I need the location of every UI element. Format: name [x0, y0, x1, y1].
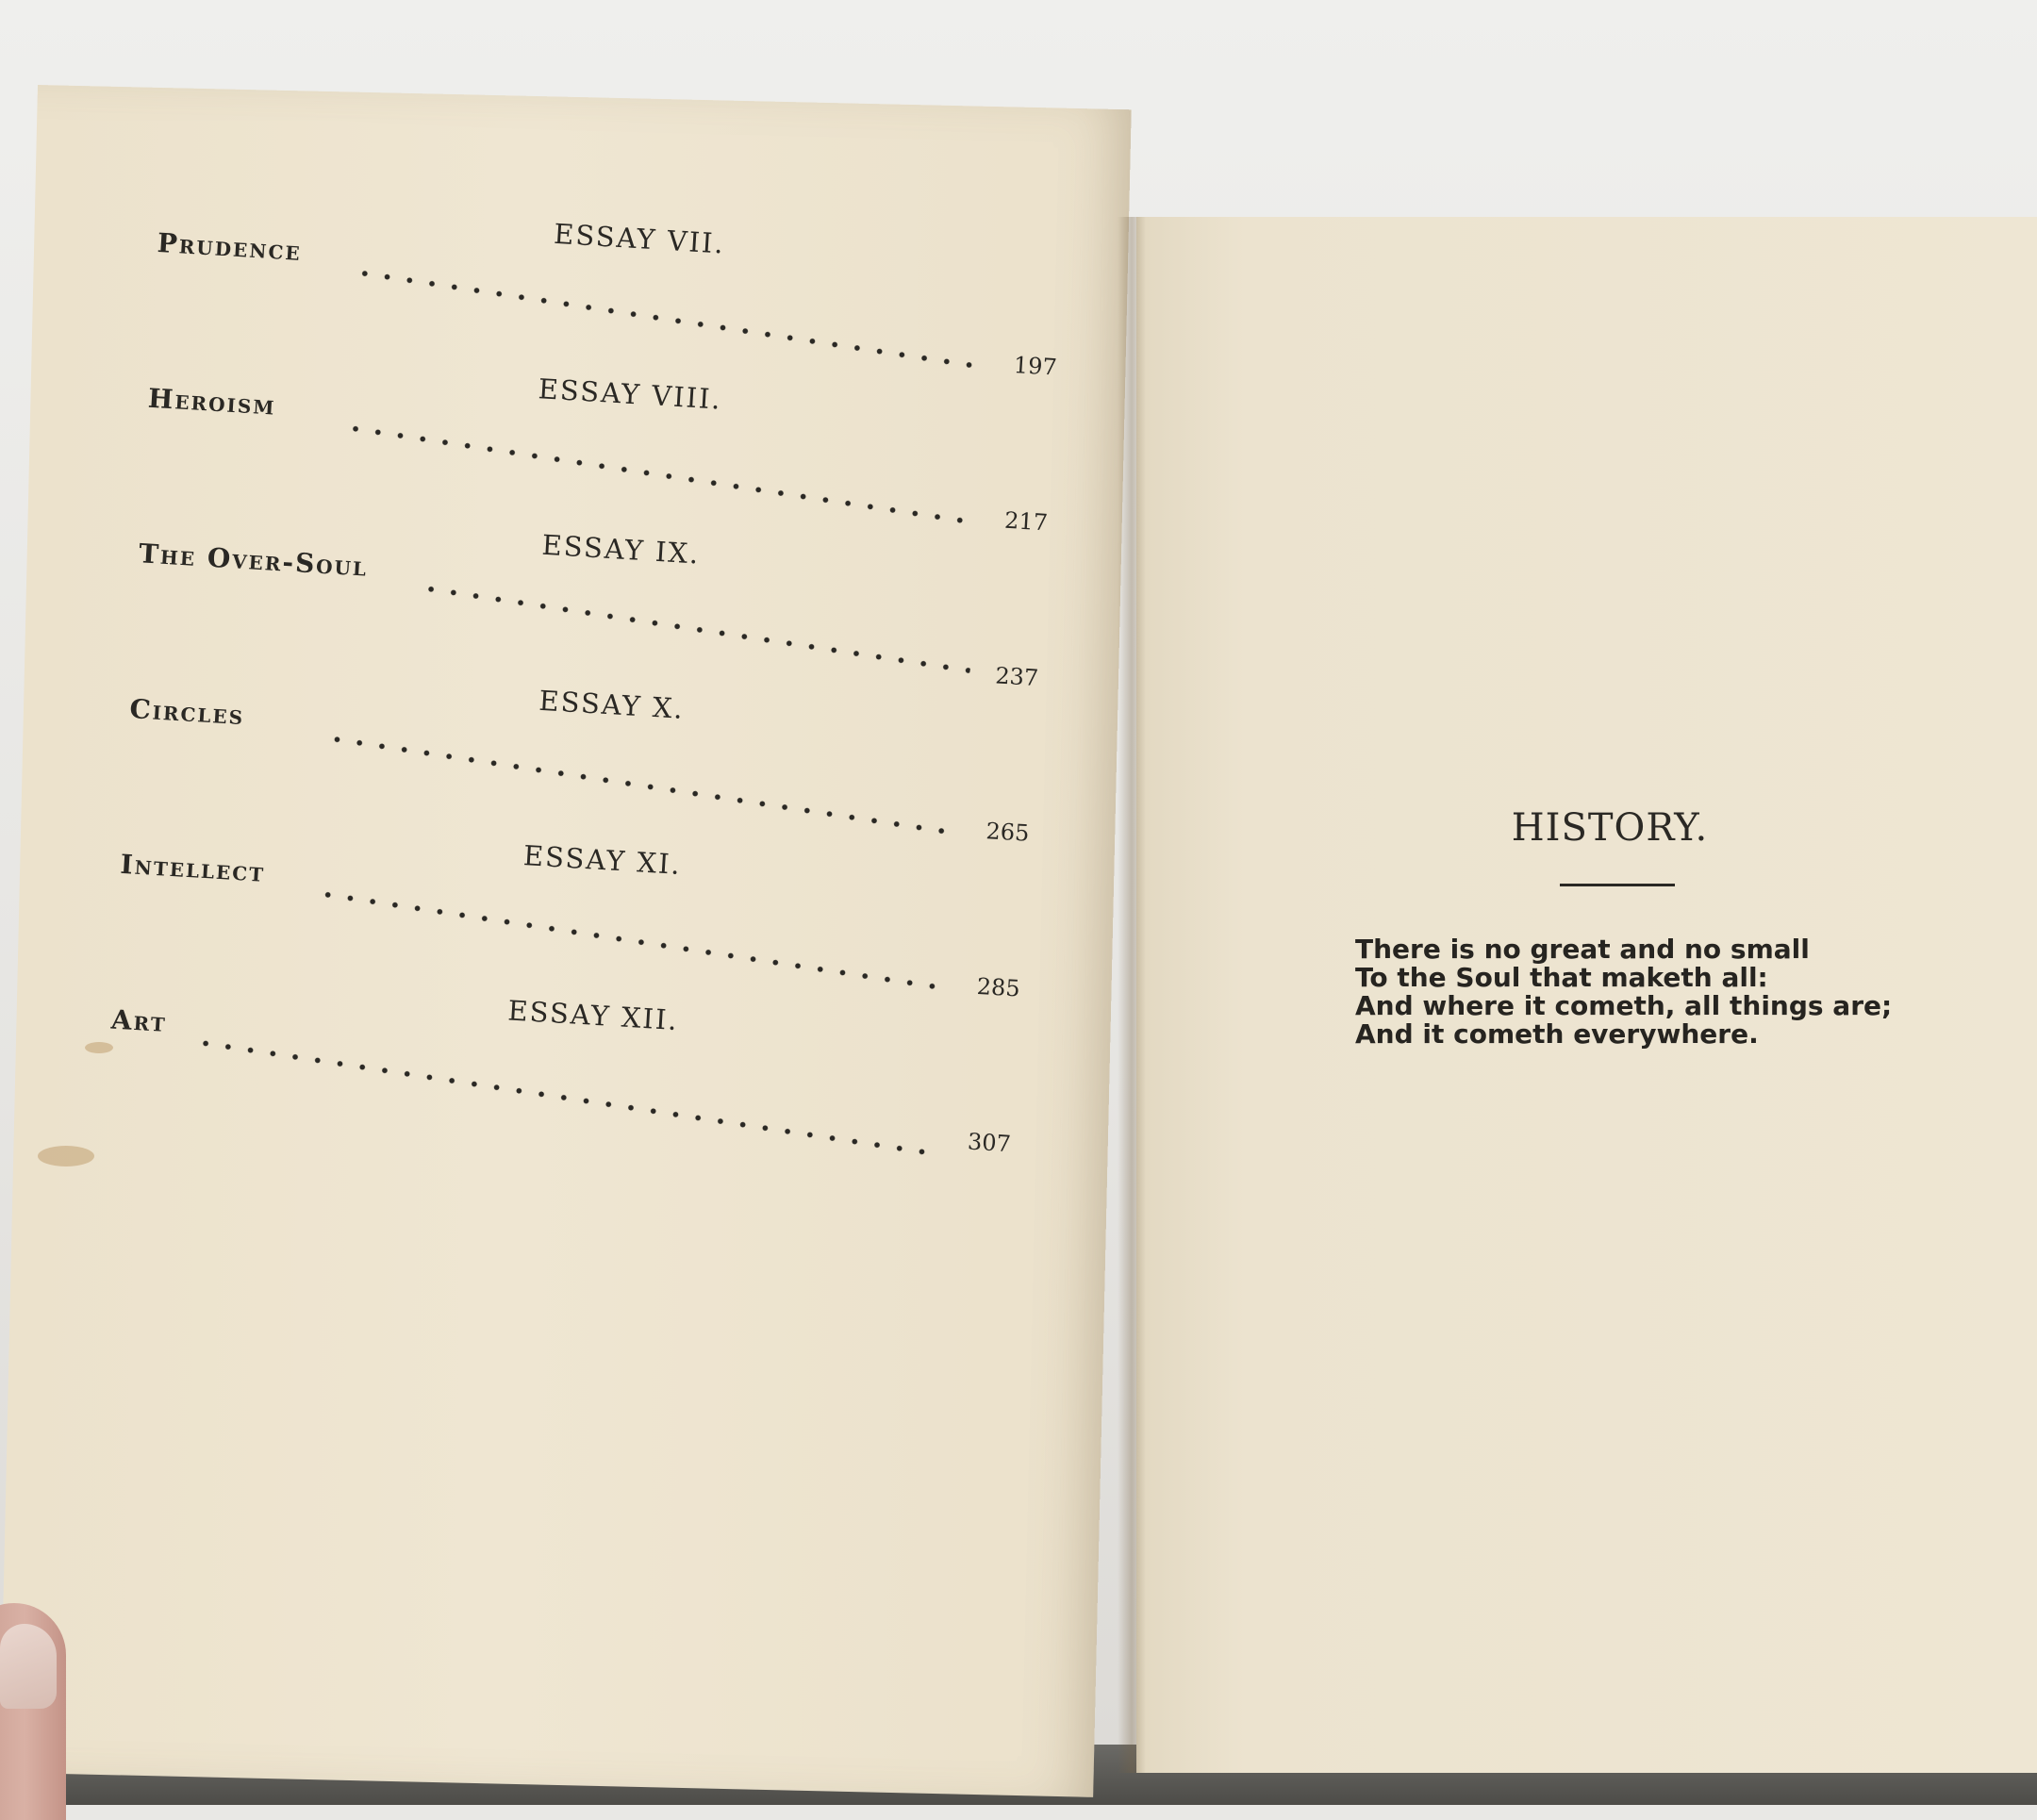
page-number: 217 [1003, 506, 1049, 537]
dot-leader [325, 733, 961, 838]
epigraph-verse [1355, 934, 1893, 1050]
entry-title: Heroism [147, 382, 277, 422]
entry-title: The Over-Soul [138, 538, 370, 583]
paper-stain [38, 1146, 94, 1166]
dot-leader [419, 583, 970, 675]
entry-title: Intellect [119, 848, 267, 888]
section-title: HISTORY. [1511, 806, 1709, 850]
essay-heading: ESSAY VIII. [537, 372, 723, 416]
page-number: 265 [985, 818, 1031, 847]
table-of-contents [105, 193, 1064, 1179]
essay-heading: ESSAY VII. [553, 217, 726, 260]
dot-leader [343, 422, 979, 528]
verse-line: And where it cometh, all things are; [1355, 990, 1893, 1021]
verse-line: To the Soul that maketh all: [1355, 962, 1768, 993]
entry-title: Prudence [156, 226, 303, 267]
page-number: 285 [976, 972, 1021, 1002]
thumbnail-nail [0, 1624, 57, 1709]
verse-line: And it cometh everywhere. [1355, 1018, 1759, 1050]
page-number: 237 [994, 662, 1039, 692]
dot-leader [353, 267, 988, 372]
essay-heading: ESSAY XI. [522, 839, 683, 882]
essay-heading: ESSAY X. [538, 684, 686, 725]
entry-title: Art [109, 1003, 168, 1038]
essay-heading: ESSAY XII. [506, 994, 680, 1037]
book-gutter [1118, 217, 1146, 1773]
title-rule [1560, 884, 1675, 886]
entry-title: Circles [128, 693, 246, 732]
page-number: 197 [1013, 352, 1058, 381]
history-section [1353, 806, 1893, 1050]
essay-heading: ESSAY IX. [540, 528, 702, 571]
dot-leader [316, 888, 952, 994]
verse-line: There is no great and no small [1355, 934, 1810, 965]
page-number: 307 [967, 1128, 1012, 1158]
